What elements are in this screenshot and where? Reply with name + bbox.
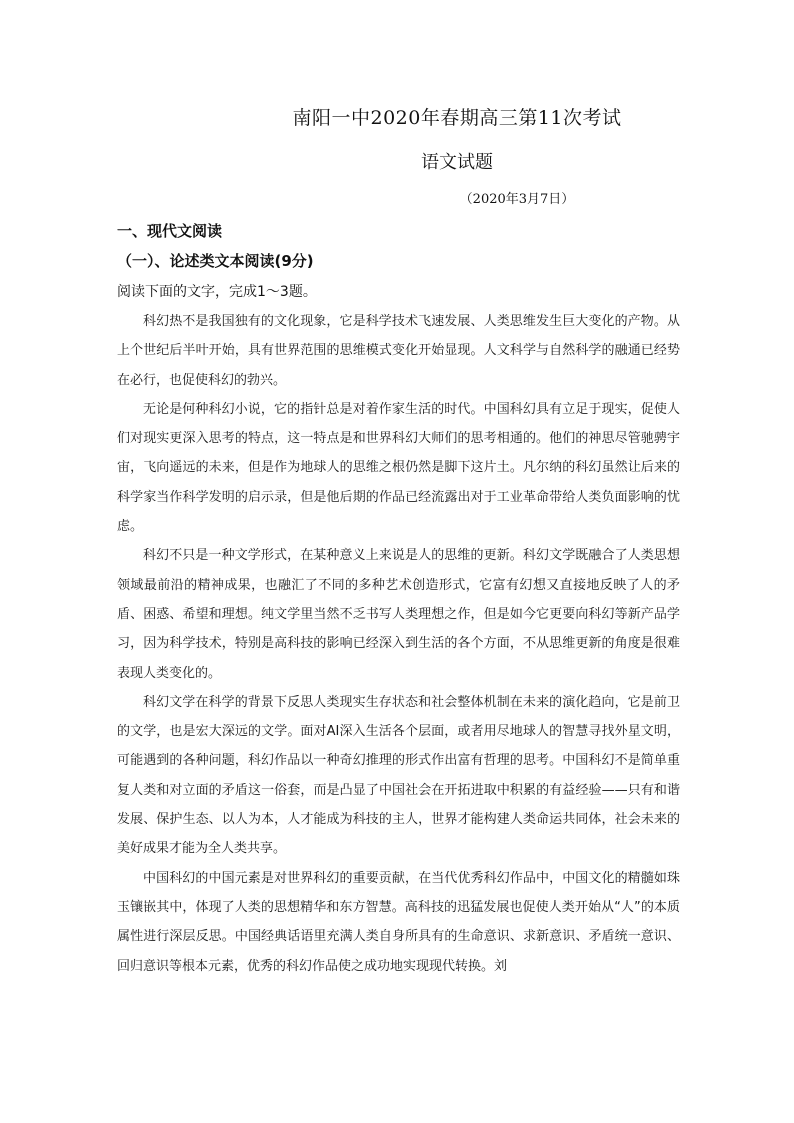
passage-paragraph: 科幻文学在科学的背景下反思人类现实生存状态和社会整体机制在未来的演化趋向，它是前卫的文学，也是宏大深远的文学。面对AI深入生活各个层面，或者用尽地球人的智慧寻找外星文明，可能遇到的各种问题，科幻作品以一种奇幻推理的形式作出富有哲理的思考。中国科幻不是简单重复人类和对立面的矛盾这一俗套，而是凸显了中国社会在开拓进取中积累的有益经验——只有和谐发展、保护生态、以人为本，人才能成为科技的主人，世界才能构建人类命运共同体，社会未来的美好成果才能为全人类共享。 [117, 694, 680, 857]
reading-instruction: 阅读下面的文字，完成1～3题。 [117, 284, 317, 300]
exam-subtitle: 语文试题 [421, 152, 493, 173]
reading-passage [117, 307, 680, 981]
passage-paragraph: 中国科幻的中国元素是对世界科幻的重要贡献，在当代优秀科幻作品中，中国文化的精髓如珠玉镶嵌其中，体现了人类的思想精华和东方智慧。高科技的迅猛发展也促使人类开始从“人”的本质属性进行深层反思。中国经典话语里充满人类自身所具有的生命意识、求新意识、矛盾统一意识、回归意识等根本元素，优秀的科幻作品使之成功地实现现代转换。刘 [117, 870, 680, 974]
passage-paragraph: 无论是何种科幻小说，它的指针总是对着作家生活的时代。中国科幻具有立足于现实，促使人们对现实更深入思考的特点，这一特点是和世界科幻大师们的思考相通的。他们的神思尽管驰骋宇宙，飞向遥远的未来，但是作为地球人的思维之根仍然是脚下这片土。凡尔纳的科幻虽然让后来的科学家当作科学发明的启示录，但是他后期的作品已经流露出对于工业革命带给人类负面影响的忧虑。 [117, 401, 680, 535]
section-heading: 一、现代文阅读 [117, 222, 223, 240]
subsection-heading: （一）、论述类文本阅读(9分) [117, 252, 314, 270]
exam-date: （2020年3月7日） [459, 192, 575, 207]
passage-paragraph: 科幻不只是一种文学形式，在某种意义上来说是人的思维的更新。科幻文学既融合了人类思想领域最前沿的精神成果，也融汇了不同的多种艺术创造形式，它富有幻想又直接地反映了人的矛盾、困惑、希望和理想。纯文学里当然不乏书写人类理想之作，但是如今它更要向科幻等新产品学习，因为科学技术，特别是高科技的影响已经深入到生活的各个方面，不从思维更新的角度是很难表现人类变化的。 [117, 548, 680, 681]
passage-paragraph: 科幻热不是我国独有的文化现象，它是科学技术飞速发展、人类思维发生巨大变化的产物。从上个世纪后半叶开始，具有世界范围的思维模式变化开始显现。人文科学与自然科学的融通已经势在必行，也促使科幻的勃兴。 [117, 314, 680, 388]
exam-title: 南阳一中2020年春期高三第11次考试 [292, 107, 622, 129]
